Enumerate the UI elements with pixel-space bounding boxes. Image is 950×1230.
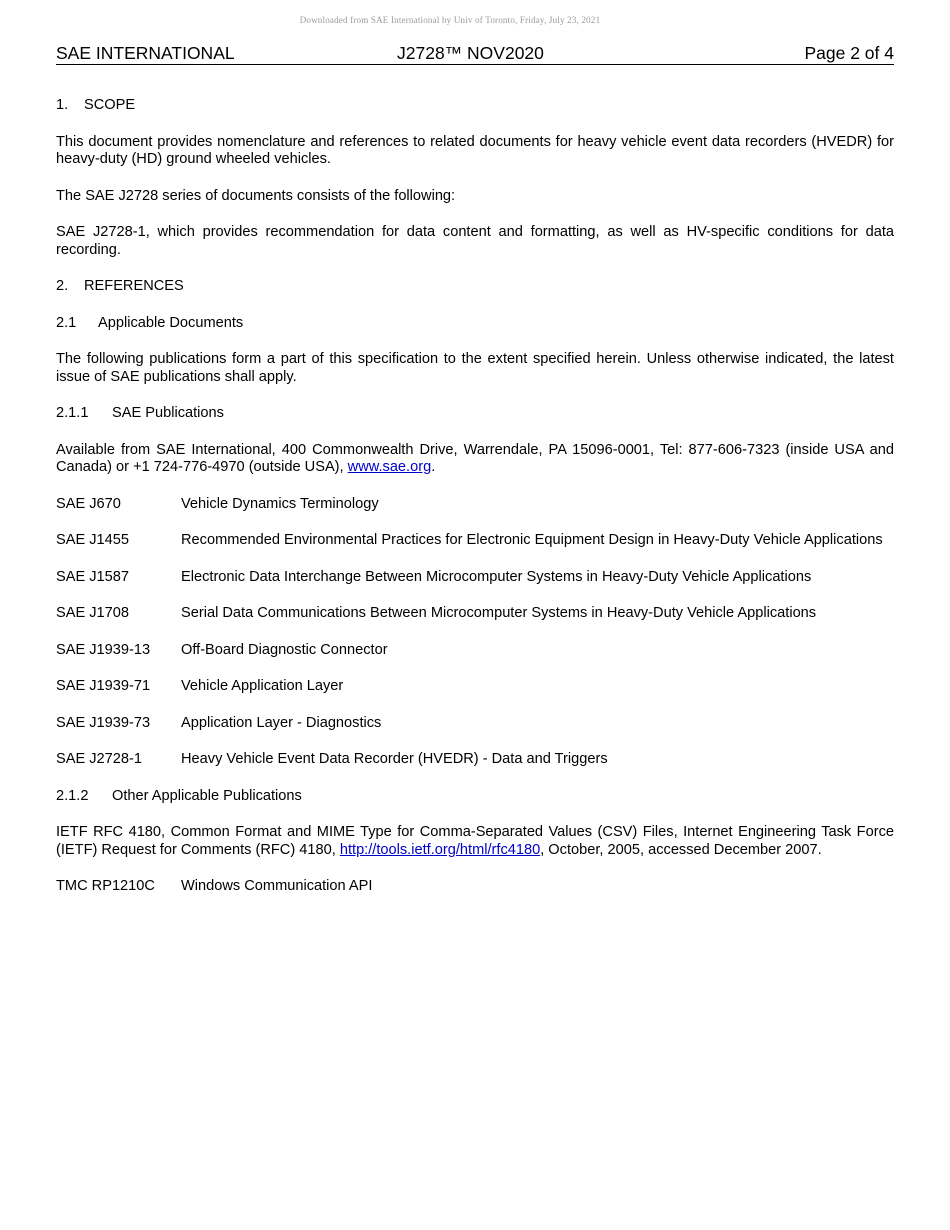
ietf-rfc-text-end: , October, 2005, accessed December 2007. [540,841,822,858]
other-publications-title: Other Applicable Publications [112,787,302,804]
reference-title: Vehicle Dynamics Terminology [181,495,379,512]
scope-paragraph-3: SAE J2728-1, which provides recommendation for data content and formatting, as well as HV-specific conditions for data recording. [56,224,894,258]
ietf-rfc-text: IETF RFC 4180, Common Format and MIME Type for Comma-Separated Values (CSV) Files, Internet Engineering Task Force (IETF) Request for Comments (RFC) 4180, [56,824,894,858]
references-heading [56,278,894,296]
sae-availability-end: . [431,459,436,475]
reference-title: Electronic Data Interchange Between Microcomputer Systems in Heavy-Duty Vehicle Applications [181,568,812,585]
reference-title: Serial Data Communications Between Microcomputer Systems in Heavy-Duty Vehicle Applications [181,605,817,621]
other-publications-number: 2.1.2 [56,787,89,804]
ietf-rfc-link[interactable]: http://tools.ietf.org/html/rfc4180 [339,841,541,858]
references-number: 2. [56,278,69,294]
page-header [56,43,894,65]
reference-code: SAE J2728-1 [56,751,142,767]
reference-row [56,569,894,587]
reference-row [56,751,894,769]
applicable-documents-paragraph: The following publications form a part of this specification to the extent specified herein. Unless otherwise indicated, the latest issue of SAE publications shall apply. [56,351,894,385]
reference-code: SAE J1939-71 [56,678,151,694]
reference-code: TMC RP1210C [56,878,155,894]
reference-title: Heavy Vehicle Event Data Recorder (HVEDR) - Data and Triggers [181,751,608,767]
sae-publications-title: SAE Publications [112,405,224,421]
applicable-documents-title: Applicable Documents [98,314,244,331]
sae-publications-availability [56,442,894,477]
sae-website-link[interactable]: www.sae.org [347,459,432,475]
header-organization: SAE INTERNATIONAL [56,43,235,63]
reference-code: SAE J1587 [56,568,130,585]
header-document-number: J2728™ NOV2020 [397,43,544,63]
reference-row [56,878,894,896]
reference-code: SAE J1939-13 [56,641,151,658]
sae-reference-list [56,496,894,769]
other-publications-heading [56,788,894,806]
reference-title: Vehicle Application Layer [181,678,344,694]
applicable-documents-heading [56,315,894,333]
ietf-rfc-paragraph [56,824,894,859]
scope-paragraph-2: The SAE J2728 series of documents consists of the following: [56,187,456,204]
sae-publications-number: 2.1.1 [56,405,89,421]
reference-title: Windows Communication API [181,878,373,894]
reference-row [56,496,894,514]
reference-title: Off-Board Diagnostic Connector [181,641,388,658]
reference-code: SAE J1708 [56,605,130,621]
scope-paragraph-1: This document provides nomenclature and references to related documents for heavy vehicle event data recorders (HVEDR) for heavy-duty (HD) ground wheeled vehicles. [56,133,894,167]
sae-availability-text: Available from SAE International, 400 Commonwealth Drive, Warrendale, PA 15096-0001, Tel: 877-606-7323 (inside USA and Canada) or +1 724-776-4970 (outside USA), [56,441,894,475]
reference-row [56,532,894,550]
scope-title: SCOPE [84,97,136,113]
reference-code: SAE J1455 [56,532,130,548]
header-page-number: Page 2 of 4 [804,43,894,63]
reference-title: Recommended Environmental Practices for Electronic Equipment Design in Heavy-Duty Vehicle Applications [181,532,883,548]
reference-row [56,642,894,660]
reference-code: SAE J670 [56,495,121,512]
scope-number: 1. [56,97,69,113]
reference-title: Application Layer - Diagnostics [181,714,382,731]
sae-publications-heading [56,405,894,423]
reference-row [56,605,894,623]
references-title: REFERENCES [84,278,184,294]
reference-row [56,678,894,696]
download-watermark: Downloaded from SAE International by Univ of Toronto, Friday, July 23, 2021 [299,15,601,25]
reference-code: SAE J1939-73 [56,714,151,731]
applicable-documents-number: 2.1 [56,314,77,331]
reference-row [56,715,894,733]
scope-heading [56,97,894,115]
document-body [56,97,894,896]
